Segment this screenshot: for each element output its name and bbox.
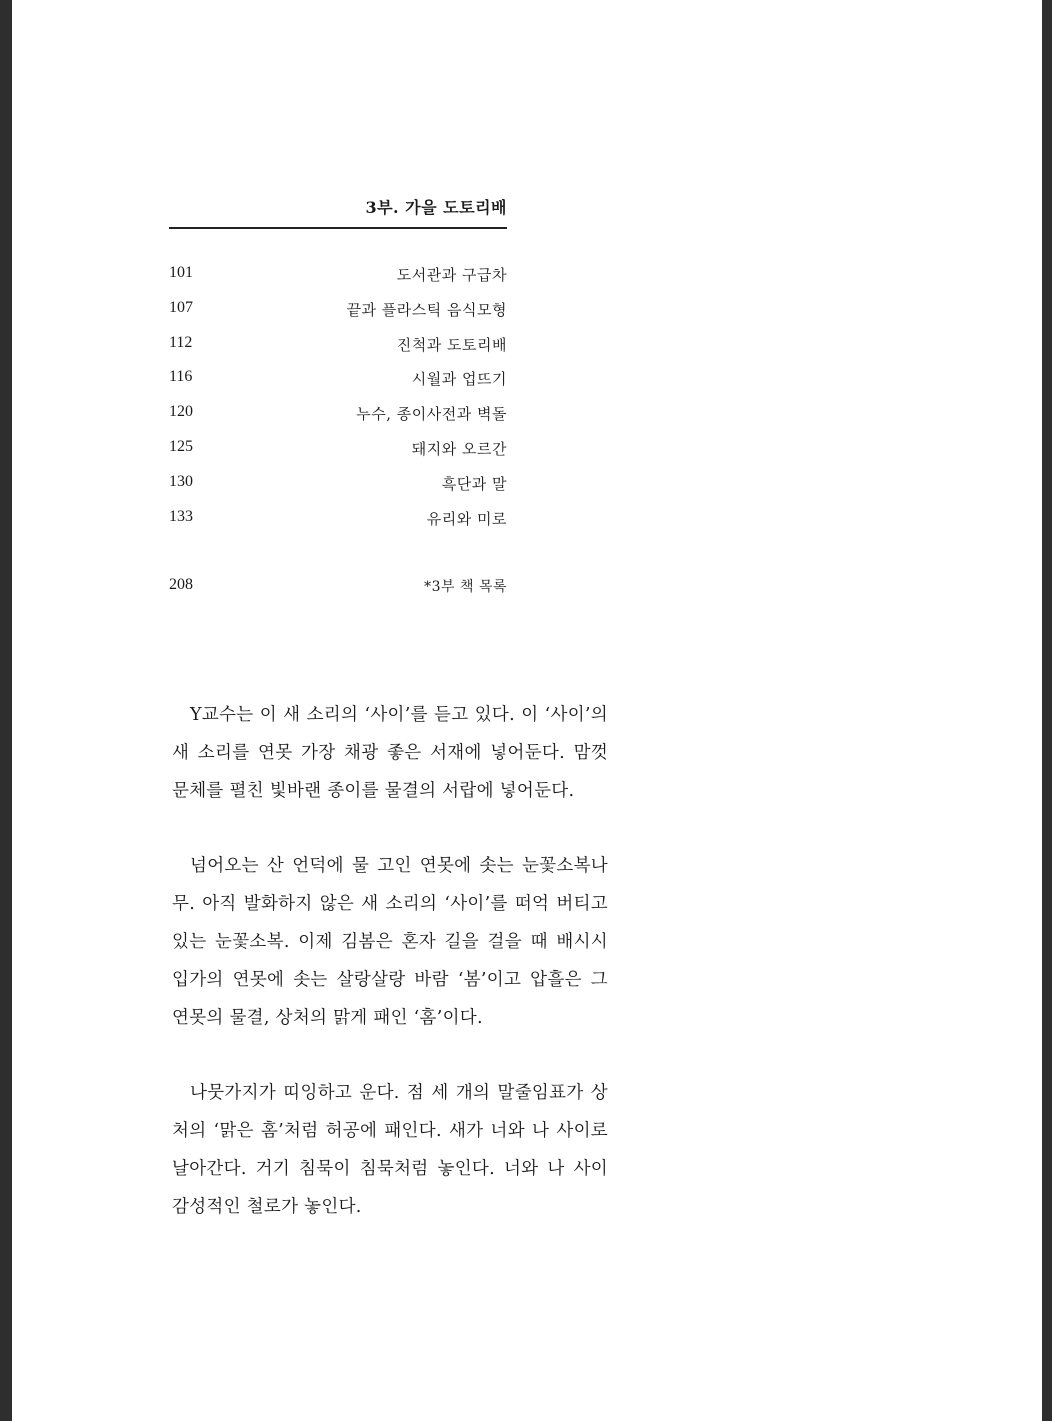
toc-title: *3부 책 목록 [424, 579, 507, 595]
toc-page-number: 116 [169, 368, 193, 386]
toc-page-number: 101 [169, 264, 193, 281]
toc-extra-row [169, 576, 507, 606]
toc-title: 유리와 미로 [426, 509, 507, 528]
paragraph: 나뭇가지가 띠잉하고 운다. 점 세 개의 말줄임표가 상처의 ‘맑은 홈’처럼 허공에 패인다. 새가 너와 나 사이로 날아간다. 거기 침묵이 침묵처럼 놓인다. 너와 나 사이 감성적인 철로가 놓인다. [172, 1083, 608, 1217]
book-page [12, 0, 1042, 1421]
toc-page-number: 125 [169, 437, 193, 455]
toc-page-number: 107 [169, 298, 193, 316]
toc-title: 흑단과 말 [441, 474, 507, 493]
table-of-contents [169, 262, 507, 540]
toc-row [169, 401, 507, 436]
body-text [172, 697, 608, 1265]
section-title: 3부. 가을 도토리배 [365, 198, 507, 217]
toc-title: 누수, 종이사전과 벽돌 [356, 405, 507, 424]
paragraph: Y교수는 이 새 소리의 ‘사이’를 듣고 있다. 이 ‘사이’의 새 소리를 연못 가장 채광 좋은 서재에 넣어둔다. 맘껏 문체를 펼친 빛바랜 종이를 물결의 서랍에 넣어둔다. [172, 705, 608, 801]
toc-row [169, 332, 507, 367]
toc-title: 시월과 업뜨기 [411, 370, 507, 389]
toc-row [169, 471, 507, 506]
toc-page-number: 120 [169, 403, 193, 421]
toc-page-number: 133 [169, 507, 193, 525]
toc-page-number: 130 [169, 472, 193, 490]
toc-title: 진척과 도토리배 [396, 335, 507, 354]
section-header [169, 195, 507, 229]
paragraph: 넘어오는 산 언덕에 물 고인 연못에 솟는 눈꽃소복나무. 아직 발화하지 않은 새 소리의 ‘사이’를 떠억 버티고 있는 눈꽃소복. 이제 김봄은 혼자 길을 걸을 때 배시시 입가의 연못에 솟는 살랑살랑 바람 ‘봄’이고 압흘은 그 연못의 물결, 상처의 맑게 패인 ‘홈’이다. [172, 856, 608, 1028]
toc-row [169, 436, 507, 471]
toc-row [169, 297, 507, 332]
toc-row [169, 366, 507, 401]
toc-title: 도서관과 구급차 [396, 266, 507, 284]
toc-title: 끝과 플라스틱 음식모형 [346, 300, 507, 319]
toc-page-number: 112 [169, 333, 193, 351]
toc-page-number: 208 [169, 576, 193, 593]
toc-row [169, 262, 507, 297]
toc-title: 돼지와 오르간 [411, 439, 507, 458]
toc-row [169, 506, 507, 541]
